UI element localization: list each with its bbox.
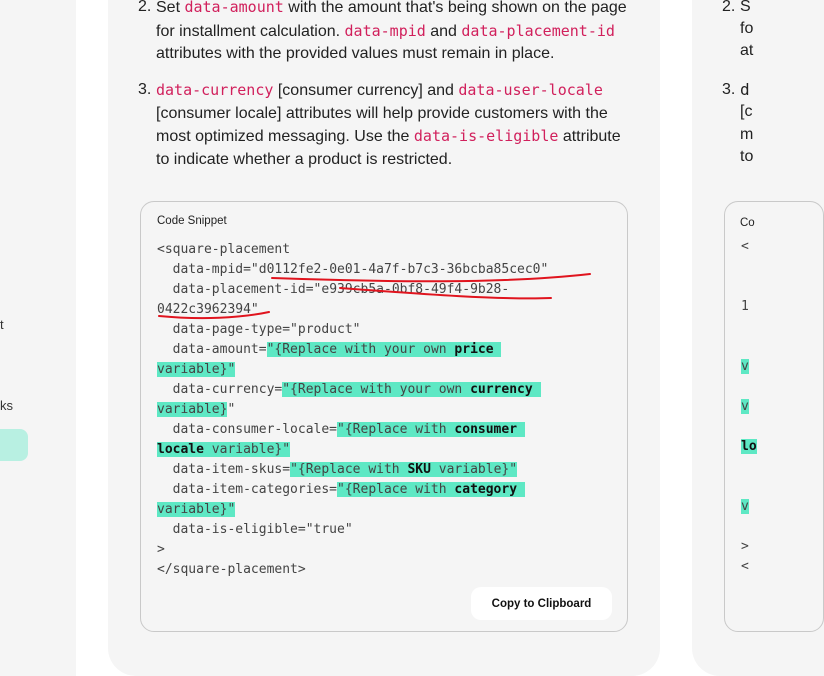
code-token: </square-placement> bbox=[157, 562, 306, 577]
code-placeholder: "{Replace with bbox=[337, 482, 455, 497]
step-text bbox=[156, 0, 634, 66]
code-placeholder: consumer bbox=[454, 422, 518, 437]
code-token: > bbox=[157, 542, 165, 557]
ghost-step-text: [c bbox=[740, 103, 753, 120]
code-line bbox=[157, 320, 617, 340]
code-placeholder: category bbox=[454, 482, 518, 497]
ghost-step-number: 2. bbox=[722, 0, 736, 15]
ghost-code-fragment: v bbox=[741, 399, 749, 414]
code-placeholder: variable} bbox=[157, 402, 228, 417]
inline-code: data-is-eligible bbox=[413, 127, 559, 145]
ghost-step-text: m bbox=[740, 126, 754, 143]
ghost-code-fragment: < bbox=[741, 559, 749, 574]
code-line bbox=[157, 420, 617, 440]
code-line bbox=[157, 400, 617, 420]
code-placeholder: "{Replace with bbox=[337, 422, 455, 437]
code-placeholder: variable}" bbox=[203, 442, 291, 457]
step-text-segment: with the amount that's being shown on the page for installment calculation. bbox=[156, 0, 627, 40]
ghost-code-fragment: < bbox=[741, 239, 749, 254]
inline-code: data-currency bbox=[156, 81, 274, 99]
code-placeholder: "{Replace with bbox=[290, 462, 408, 477]
code-placeholder: SKU bbox=[407, 462, 431, 477]
code-line bbox=[157, 460, 617, 480]
code-token: " bbox=[540, 262, 549, 277]
code-token: d0112fe2-0e01-4a7f-b7c3-36bcba85cec0 bbox=[258, 262, 541, 277]
code-line bbox=[157, 500, 617, 520]
step-text-segment: attribute to indicate whether a product is restricted. bbox=[156, 128, 621, 168]
snippet-title: Code Snippet bbox=[157, 215, 227, 227]
left-sidebar bbox=[0, 0, 76, 676]
code-placeholder bbox=[533, 382, 541, 397]
ghost-code-fragment: lo bbox=[741, 439, 757, 454]
code-line bbox=[157, 240, 617, 260]
copy-to-clipboard-button[interactable]: Copy to Clipboard bbox=[471, 587, 612, 620]
inline-code: data-amount bbox=[184, 0, 284, 16]
code-line bbox=[157, 340, 617, 360]
ghost-step-text: at bbox=[740, 42, 754, 59]
ghost-step-number: 3. bbox=[722, 81, 736, 98]
ghost-code-fragment: v bbox=[741, 359, 749, 374]
code-line bbox=[157, 560, 617, 580]
code-token: e939cb5a-0bf8-49f4-9b28- bbox=[321, 282, 510, 297]
step-text-segment: [consumer locale] attributes will help provide customers with the most optimized messaging. Use the bbox=[156, 104, 608, 145]
code-line bbox=[157, 520, 617, 540]
code-token: <square-placement bbox=[157, 242, 291, 257]
code-token: data-is-eligible="true" bbox=[157, 522, 353, 537]
ghost-step-code: d bbox=[740, 80, 750, 99]
ghost-step-text: fo bbox=[740, 20, 754, 37]
code-placeholder: variable}" bbox=[157, 502, 236, 517]
ghost-step-text: to bbox=[740, 148, 754, 165]
code-placeholder: variable}" bbox=[430, 462, 518, 477]
step-text bbox=[156, 79, 634, 171]
code-block[interactable] bbox=[157, 240, 617, 580]
code-line bbox=[157, 480, 617, 500]
inline-code: data-placement-id bbox=[461, 21, 615, 40]
code-line bbox=[157, 380, 617, 400]
code-line bbox=[157, 300, 617, 320]
code-snippet-box bbox=[140, 201, 628, 632]
code-placeholder: "{Replace with your own bbox=[266, 342, 455, 357]
inline-code: data-mpid bbox=[344, 21, 426, 40]
step-text-segment: [consumer currency] and bbox=[273, 82, 459, 99]
code-token: 0422c3962394 bbox=[157, 302, 251, 317]
sidebar-text-fragment[interactable]: ks bbox=[0, 398, 13, 413]
code-placeholder bbox=[517, 422, 525, 437]
code-token: data-placement-id=" bbox=[157, 282, 322, 297]
sidebar-text-fragment: t bbox=[0, 317, 4, 332]
step-text-segment: attributes with the provided values must remain in place. bbox=[156, 45, 555, 62]
code-line bbox=[157, 540, 617, 560]
sidebar-item-active[interactable] bbox=[0, 429, 28, 461]
code-token: " bbox=[250, 302, 259, 317]
ghost-code-fragment: v bbox=[741, 499, 749, 514]
code-token: data-item-categories= bbox=[157, 482, 338, 497]
code-token: data-mpid=" bbox=[157, 262, 259, 277]
step-text-segment: and bbox=[425, 22, 462, 40]
ghost-snippet-box bbox=[724, 201, 824, 632]
code-placeholder: "{Replace with your own bbox=[282, 382, 471, 397]
code-placeholder: price bbox=[454, 342, 494, 357]
code-token: data-page-type="product" bbox=[157, 322, 361, 337]
step-number: 2. bbox=[138, 0, 152, 15]
code-token: data-consumer-locale= bbox=[157, 422, 338, 437]
code-token: data-currency= bbox=[157, 382, 283, 397]
code-line bbox=[157, 440, 617, 460]
code-token: data-amount= bbox=[157, 342, 267, 357]
code-token: data-item-skus= bbox=[157, 462, 291, 477]
ghost-snippet-title: Co bbox=[740, 217, 755, 229]
ghost-step-text: S bbox=[740, 0, 751, 15]
code-placeholder bbox=[517, 482, 525, 497]
code-placeholder bbox=[494, 342, 502, 357]
step-text-segment: Set bbox=[156, 0, 185, 16]
code-line bbox=[157, 260, 617, 280]
ghost-code-fragment: 1 bbox=[741, 299, 749, 314]
code-placeholder: locale bbox=[157, 442, 204, 457]
step-number: 3. bbox=[138, 81, 152, 98]
code-placeholder: currency bbox=[470, 382, 533, 397]
ghost-code-fragment: > bbox=[741, 539, 749, 554]
code-token: " bbox=[227, 402, 236, 417]
inline-code: data-user-locale bbox=[458, 81, 603, 99]
code-line bbox=[157, 360, 617, 380]
code-line bbox=[157, 280, 617, 300]
code-placeholder: variable}" bbox=[157, 362, 236, 377]
